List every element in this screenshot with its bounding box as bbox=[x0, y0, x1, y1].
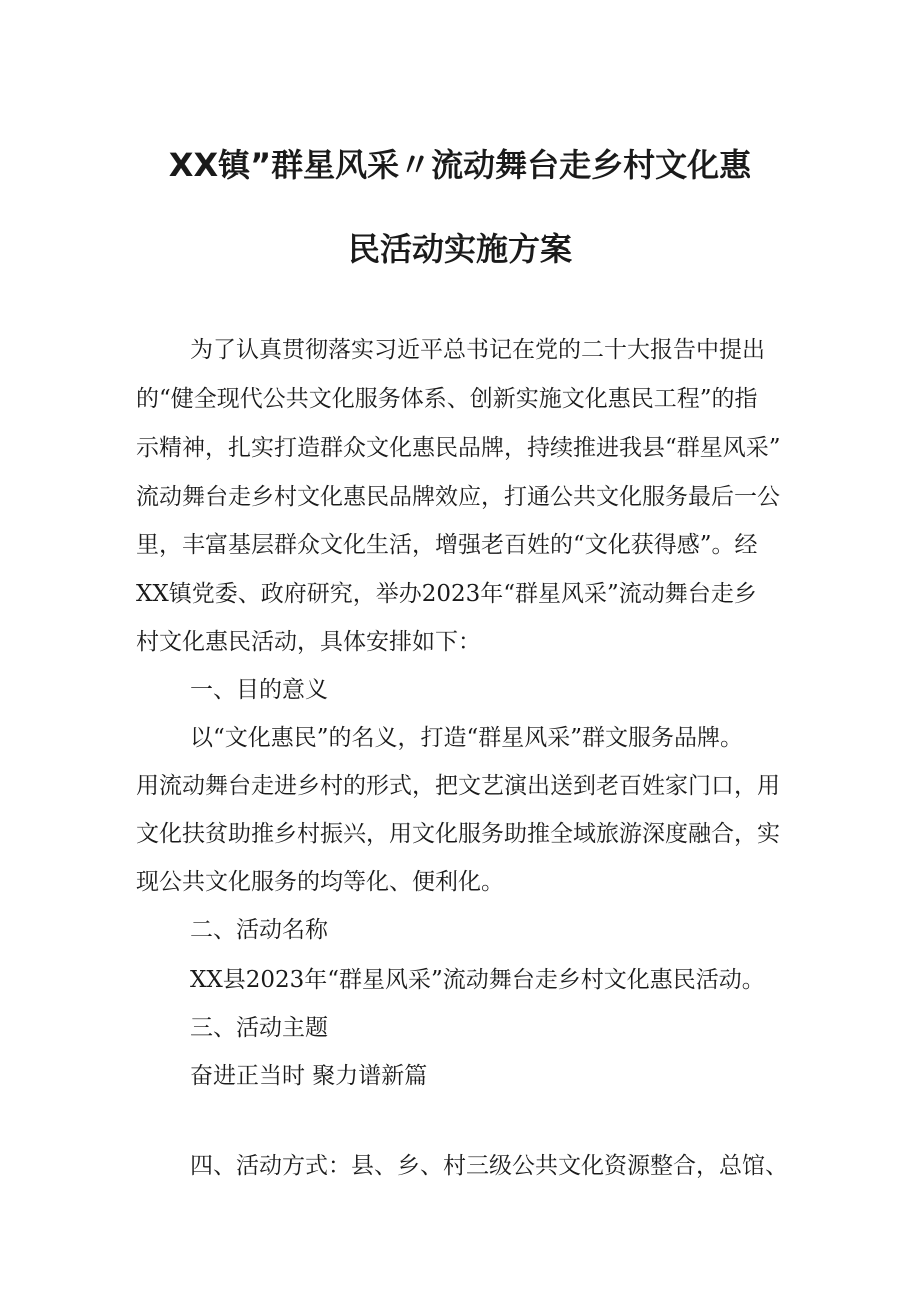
document-title-line-1: XX镇”群星风采〃流动舞台走乡村文化惠 bbox=[168, 146, 752, 184]
paragraph-line: 村文化惠民活动，具体安排如下： bbox=[136, 629, 481, 655]
paragraph-line: 用流动舞台走进乡村的形式，把文艺演出送到老百姓家门口，用 bbox=[136, 773, 780, 799]
paragraph-line: 流动舞台走乡村文化惠民品牌效应，打通公共文化服务最后一公 bbox=[136, 484, 780, 510]
paragraph-line: 的“健全现代公共文化服务体系、创新实施文化惠民工程”的指 bbox=[136, 386, 758, 412]
paragraph-line: 为了认真贯彻落实习近平总书记在党的二十大报告中提出 bbox=[190, 337, 765, 363]
paragraph-line: XX县2023年“群星风采”流动舞台走乡村文化惠民活动。 bbox=[190, 967, 765, 993]
paragraph-line: 奋进正当时 聚力谱新篇 bbox=[190, 1063, 428, 1089]
document-title-line-2: 民活动实施方案 bbox=[347, 230, 572, 268]
paragraph-line: 现公共文化服务的均等化、便利化。 bbox=[136, 869, 504, 895]
paragraph-line: XX镇党委、政府研究，举办2023年“群星风采”流动舞台走乡 bbox=[136, 581, 757, 607]
section-heading: 一、目的意义 bbox=[190, 677, 328, 703]
section-heading: 四、活动方式：县、乡、村三级公共文化资源整合，总馆、 bbox=[190, 1153, 788, 1179]
paragraph-line: 示精神，扎实打造群众文化惠民品牌，持续推进我县“群星风采” bbox=[136, 435, 781, 461]
section-heading: 二、活动名称 bbox=[190, 917, 328, 943]
paragraph-line: 文化扶贫助推乡村振兴，用文化服务助推全域旅游深度融合，实 bbox=[136, 821, 780, 847]
section-heading: 三、活动主题 bbox=[190, 1015, 328, 1041]
paragraph-line: 以“文化惠民”的名义，打造“群星风采”群文服务品牌。 bbox=[190, 725, 744, 751]
paragraph-line: 里，丰富基层群众文化生活，增强老百姓的“文化获得感”。经 bbox=[136, 532, 758, 558]
